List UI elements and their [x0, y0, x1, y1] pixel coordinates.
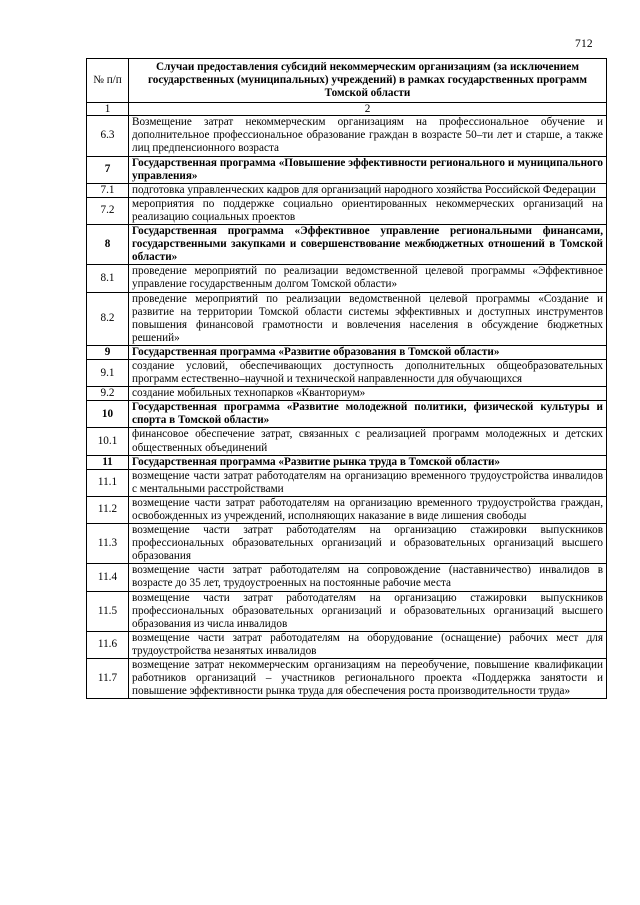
row-number: 9.1 — [87, 359, 129, 386]
program-title: Государственная программа «Развитие молодежной политики, физической культуры и спорта в Томской области» — [129, 401, 607, 428]
row-number: 11.7 — [87, 659, 129, 699]
row-number: 11.6 — [87, 631, 129, 658]
row-description: возмещение части затрат работодателям на оборудование (оснащение) рабочих мест для трудоустройства незанятых инвалидов — [129, 631, 607, 658]
row-description: возмещение части затрат работодателям на сопровождение (наставничество) инвалидов в возрасте до 35 лет, трудоустроенных на постоянные рабочие места — [129, 564, 607, 591]
row-number: 11 — [87, 455, 129, 469]
table-row — [87, 524, 607, 564]
subsidy-cases-table — [86, 58, 607, 699]
row-number: 8 — [87, 225, 129, 265]
table-row — [87, 265, 607, 292]
row-number: 9 — [87, 345, 129, 359]
table-row — [87, 116, 607, 156]
row-description: проведение мероприятий по реализации ведомственной целевой программы «Создание и развитие на территории Томской области системы эффективных и доступных инструментов повышения финансовой грамотности и вовлечения населения в обсуждение бюджетных решений» — [129, 292, 607, 345]
row-description: создание мобильных технопарков «Кванториум» — [129, 387, 607, 401]
header-description-cell: Случаи предоставления субсидий некоммерческим организациям (за исключением государственных (муниципальных) учреждений) в рамках государственных программ Томской области — [129, 59, 607, 103]
row-number: 11.3 — [87, 524, 129, 564]
row-description: Возмещение затрат некоммерческим организациям на профессиональное обучение и дополнительное профессиональное образование граждан в возрасте 50–ти лет и старше, а также лиц предпенсионного возраста — [129, 116, 607, 156]
program-title: Государственная программа «Развитие рынка труда в Томской области» — [129, 455, 607, 469]
row-number: 10.1 — [87, 428, 129, 455]
table-row — [87, 631, 607, 658]
row-description: финансовое обеспечение затрат, связанных с реализацией программ молодежных и детских общественных объединений — [129, 428, 607, 455]
program-title: Государственная программа «Развитие образования в Томской области» — [129, 345, 607, 359]
row-description: возмещение части затрат работодателям на организацию временного трудоустройства граждан, освобожденных из учреждений, исполняющих наказание в виде лишения свободы — [129, 496, 607, 523]
row-number: 11.1 — [87, 469, 129, 496]
table-row — [87, 359, 607, 386]
row-number: 8.1 — [87, 265, 129, 292]
row-number: 7.2 — [87, 197, 129, 224]
table-row — [87, 591, 607, 631]
table-row — [87, 564, 607, 591]
row-number: 9.2 — [87, 387, 129, 401]
table-row — [87, 387, 607, 401]
column-index-1: 1 — [87, 103, 129, 116]
table-row — [87, 659, 607, 699]
table-row — [87, 428, 607, 455]
program-row — [87, 225, 607, 265]
row-description: возмещение затрат некоммерческим организациям на переобучение, повышение квалификации работников организаций – участников регионального проекта «Поддержка занятости и повышение эффективности рынка труда для обеспечения роста производительности труда» — [129, 659, 607, 699]
page-number: 712 — [575, 38, 593, 50]
row-description: возмещение части затрат работодателям на организацию стажировки выпускников профессиональных образовательных организаций и образовательных организаций высшего образования — [129, 524, 607, 564]
table-row — [87, 469, 607, 496]
header-number-cell: № п/п — [87, 59, 129, 103]
table-row — [87, 197, 607, 224]
row-number: 10 — [87, 401, 129, 428]
program-title: Государственная программа «Повышение эффективности регионального и муниципального управления» — [129, 156, 607, 183]
row-number: 8.2 — [87, 292, 129, 345]
program-title: Государственная программа «Эффективное управление региональными финансами, государственными закупками и совершенствование межбюджетных отношений в Томской области» — [129, 225, 607, 265]
row-number: 7.1 — [87, 183, 129, 197]
table-row — [87, 292, 607, 345]
row-description: возмещение части затрат работодателям на организацию временного трудоустройства инвалидов с ментальными расстройствами — [129, 469, 607, 496]
row-description: мероприятия по поддержке социально ориентированных некоммерческих организаций на реализацию социальных проектов — [129, 197, 607, 224]
row-description: проведение мероприятий по реализации ведомственной целевой программы «Эффективное управление государственным долгом Томской области» — [129, 265, 607, 292]
row-description: возмещение части затрат работодателям на организацию стажировки выпускников профессиональных образовательных организаций и образовательных организаций высшего образования из числа инвалидов — [129, 591, 607, 631]
column-index-row — [87, 103, 607, 116]
table-row — [87, 183, 607, 197]
program-row — [87, 156, 607, 183]
row-description: подготовка управленческих кадров для организаций народного хозяйства Российской Федерации — [129, 183, 607, 197]
row-number: 11.2 — [87, 496, 129, 523]
column-index-2: 2 — [129, 103, 607, 116]
row-description: создание условий, обеспечивающих доступность дополнительных общеобразовательных программ естественно–научной и технической направленности для обучающихся — [129, 359, 607, 386]
program-row — [87, 401, 607, 428]
row-number: 11.4 — [87, 564, 129, 591]
table-header-row — [87, 59, 607, 103]
row-number: 11.5 — [87, 591, 129, 631]
program-row — [87, 345, 607, 359]
row-number: 6.3 — [87, 116, 129, 156]
table-row — [87, 496, 607, 523]
row-number: 7 — [87, 156, 129, 183]
program-row — [87, 455, 607, 469]
